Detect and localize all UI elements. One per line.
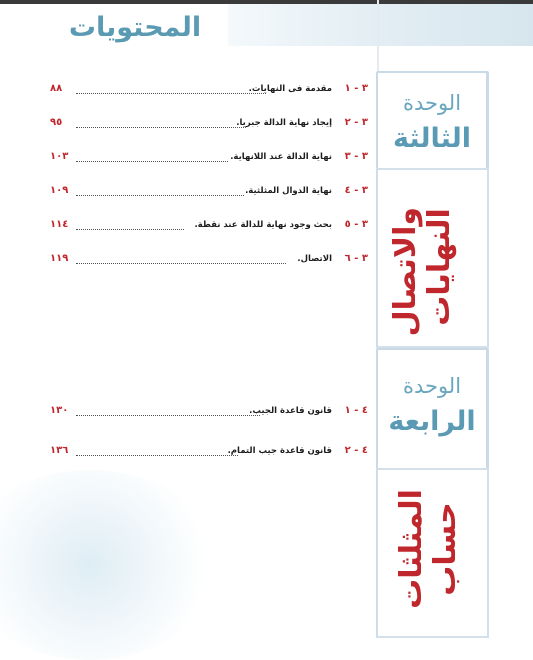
toc-entry[interactable] — [50, 219, 376, 237]
unit3-label: الوحدة — [402, 91, 462, 115]
entry-code: ٣ - ١ — [344, 83, 368, 94]
page-title: المحتويات — [68, 12, 202, 43]
dot-leader — [76, 127, 246, 128]
entry-page: ٨٨ — [50, 83, 63, 94]
unit4-topic-line1: حساب — [428, 502, 463, 596]
toc-entry[interactable] — [50, 117, 376, 135]
unit4-card — [376, 348, 489, 470]
entry-title: نهاية الدوال المثلثية. — [245, 186, 332, 196]
unit3-card — [376, 71, 489, 170]
entry-page: ٩٥ — [50, 117, 63, 128]
entry-page: ١١٩ — [50, 253, 69, 264]
entry-title: نهاية الدالة عند اللانهاية. — [230, 152, 332, 162]
toc-entry[interactable] — [50, 83, 376, 101]
unit4-number: الرابعة — [388, 406, 476, 437]
dot-leader — [76, 455, 238, 456]
entry-title: إيجاد نهاية الدالة جبريا. — [236, 118, 332, 128]
entry-code: ٣ - ٦ — [344, 253, 368, 264]
dot-leader — [76, 415, 260, 416]
entry-title: بحث وجود نهاية للدالة عند نقطة. — [194, 220, 332, 230]
entry-title: قانون قاعدة الجيب. — [249, 406, 332, 416]
toc-entry[interactable] — [50, 151, 376, 169]
entry-page: ١١٤ — [50, 219, 69, 230]
entry-page: ١٣٦ — [50, 445, 69, 456]
entry-page: ١٠٣ — [50, 151, 69, 162]
entry-title: الاتصال. — [297, 254, 332, 264]
unit3-number: الثالثة — [392, 123, 472, 154]
unit4-topic-card — [376, 468, 489, 638]
unit3-topic-line1: النهايات — [422, 208, 457, 326]
entry-code: ٤ - ٢ — [344, 445, 368, 456]
dot-leader — [76, 263, 286, 264]
dot-leader — [76, 161, 228, 162]
unit4-label: الوحدة — [402, 374, 462, 398]
dot-leader — [76, 229, 184, 230]
background-glow — [0, 470, 220, 660]
entry-page: ١٠٩ — [50, 185, 69, 196]
entry-code: ٣ - ٢ — [344, 117, 368, 128]
entry-code: ٣ - ٣ — [344, 151, 368, 162]
entry-page: ١٣٠ — [50, 405, 69, 416]
entry-title: قانون قاعدة جيب التمام. — [227, 446, 332, 456]
toc-entry[interactable] — [50, 185, 376, 203]
unit4-topic-line2: المثلثات — [394, 489, 429, 609]
dot-leader — [76, 195, 244, 196]
unit3-topic-line2: والاتصال — [388, 207, 423, 337]
dot-leader — [76, 93, 266, 94]
toc-entry[interactable] — [50, 445, 376, 463]
entry-code: ٤ - ١ — [344, 405, 368, 416]
unit3-topic-card — [376, 168, 489, 348]
entry-code: ٣ - ٤ — [344, 185, 368, 196]
entry-code: ٣ - ٥ — [344, 219, 368, 230]
toc-entry[interactable] — [50, 253, 376, 271]
toc-entry[interactable] — [50, 405, 376, 423]
entry-title: مقدمة فى النهايات. — [248, 84, 332, 94]
